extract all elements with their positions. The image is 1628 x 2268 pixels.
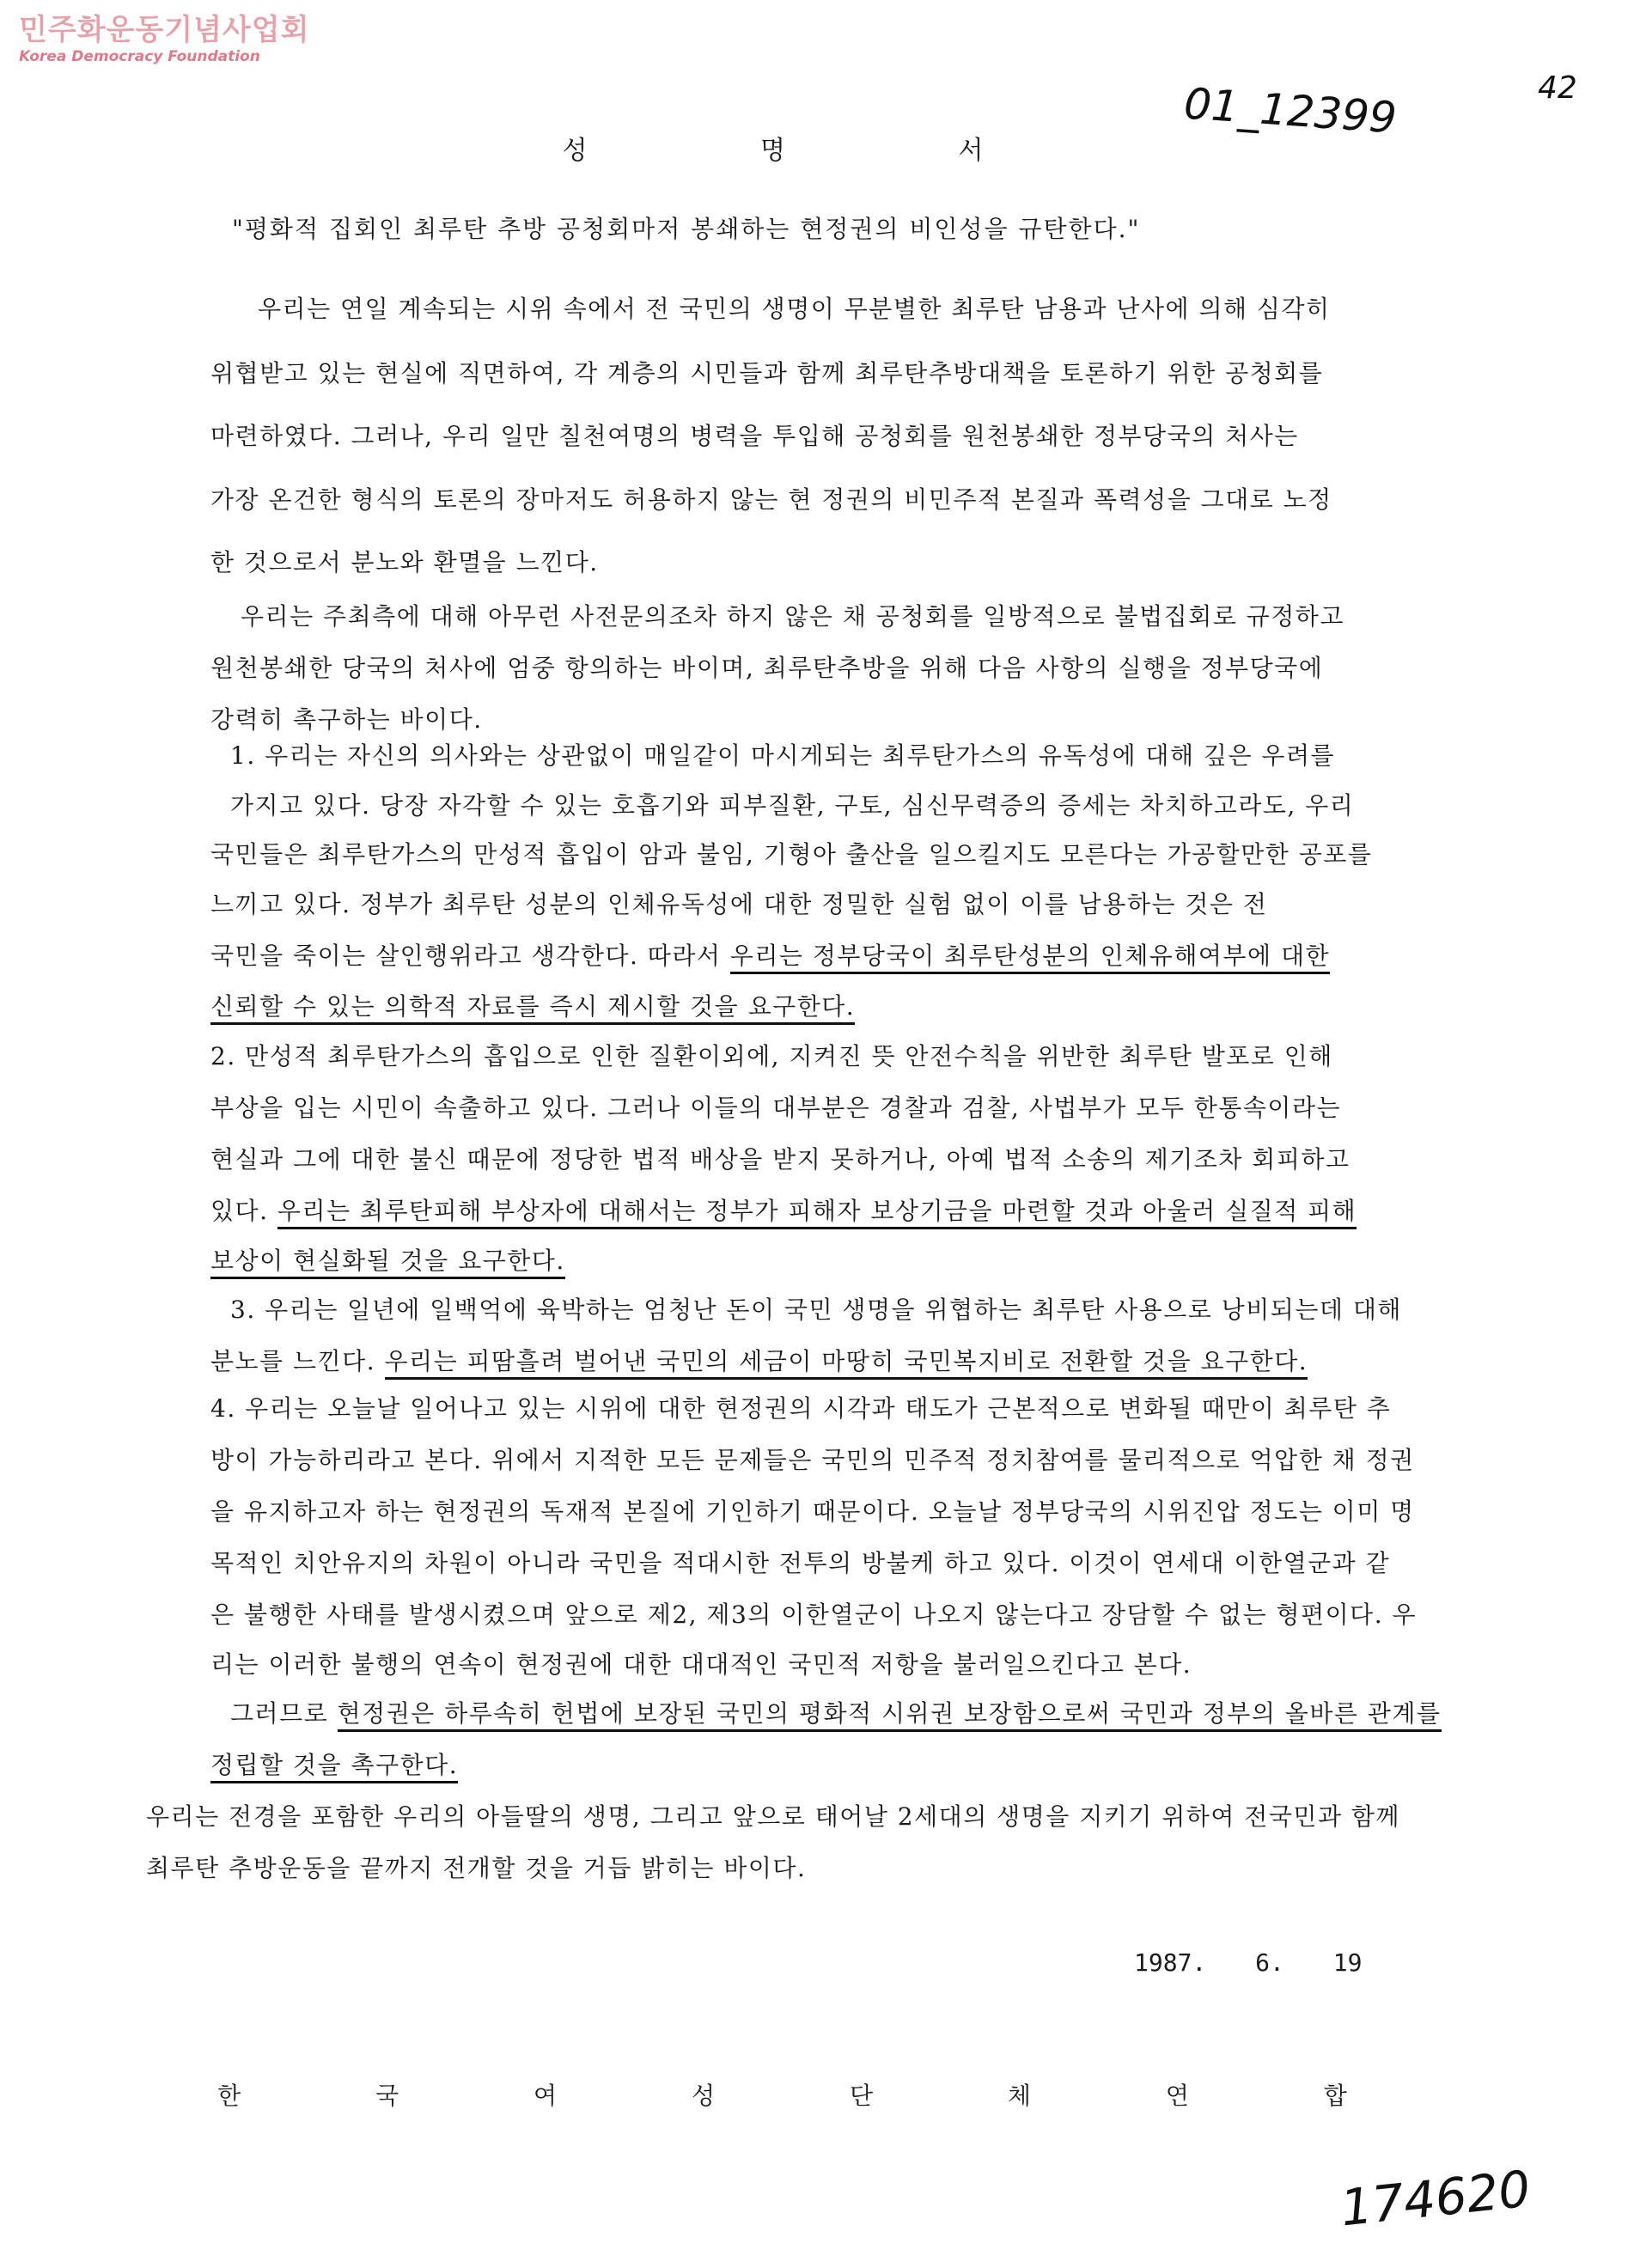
body-line-text: 부상을 입는 시민이 속출하고 있다. 그러나 이들의 대부분은 경찰과 검찰, 사법부가 모두 한통속이라는 (210, 1094, 1342, 1122)
body-line-text: 국민을 죽이는 살인행위라고 생각한다. 따라서 (210, 942, 722, 970)
body-line (210, 357, 1323, 391)
body-line (210, 1443, 1415, 1478)
body-line (210, 1748, 458, 1783)
handwritten-doc-id: 01_12399 (1182, 78, 1399, 143)
body-line (210, 990, 855, 1024)
body-line (210, 1546, 1390, 1581)
body-line-text: 가장 온건한 형식의 토론의 장마저도 허용하지 않는 현 정권의 비민주적 본질과 폭력성을 그대로 노정 (210, 485, 1332, 514)
body-line (210, 1143, 1350, 1177)
body-line-text: 우리는 전경을 포함한 우리의 아들딸의 생명, 그리고 앞으로 태어날 2세대의 생명을 지키기 위하여 전국민과 함께 (146, 1802, 1400, 1831)
body-line (146, 1800, 1400, 1834)
body-line (230, 1697, 1442, 1731)
body-line-text: 느끼고 있다. 정부가 최루탄 성분의 인체유독성에 대한 정밀한 실험 없이 이를 남용하는 것은 전 (210, 890, 1268, 918)
underlined-demand: 우리는 피땀흘려 벌어낸 국민의 세금이 마땅히 국민복지비로 전환할 것을 요구한다. (385, 1347, 1308, 1380)
body-line-text: 국민들은 최루탄가스의 만성적 흡입이 암과 불임, 기형아 출산을 일으킬지도 모른다는 가공할만한 공포를 (210, 840, 1373, 869)
body-line (210, 1495, 1415, 1529)
body-line (210, 1598, 1417, 1632)
body-line-text: 있다. (210, 1197, 269, 1225)
handwritten-page-number: 42 (1538, 70, 1577, 106)
body-line-text: 3. 우리는 일년에 일백억에 육박하는 엄청난 돈이 국민 생명을 위협하는 최루탄 사용으로 낭비되는데 대해 (230, 1296, 1402, 1324)
body-line-text: 마련하였다. 그러나, 우리 일만 칠천여명의 병력을 투입해 공청회를 원천봉쇄한 정부당국의 처사는 (210, 422, 1299, 450)
statement-date: 1987. 6. 19 (1134, 1948, 1363, 1977)
body-line-text: 을 유지하고자 하는 현정권의 독재적 본질에 기인하기 때문이다. 오늘날 정부당국의 시위진압 정도는 이미 명 (210, 1497, 1415, 1526)
body-line-text: 리는 이러한 불행의 연속이 현정권에 대한 대대적인 국민적 저항을 불러일으킨다고 본다. (210, 1650, 1192, 1679)
body-line (210, 1344, 1308, 1379)
body-line-text: 분노를 느낀다. (210, 1347, 376, 1375)
watermark-logo (19, 15, 309, 64)
body-line (210, 703, 483, 737)
issuing-organization: 한 국 여 성 단 체 연 합 (217, 2082, 1411, 2110)
body-line (210, 483, 1332, 517)
body-line (210, 1040, 1333, 1074)
underlined-demand: 현정권은 하루속히 헌법에 보장된 국민의 평화적 시위권 보장함으로써 국민과 정부의 올바른 관계를 (338, 1699, 1442, 1732)
body-line (230, 789, 1354, 823)
body-line-text: 최루탄 추방운동을 끝까지 전개할 것을 거듭 밝히는 바이다. (146, 1854, 807, 1882)
body-line-text: 위협받고 있는 현실에 직면하여, 각 계층의 시민들과 함께 최루탄추방대책을 토론하기 위한 공청회를 (210, 359, 1324, 387)
body-line (210, 1648, 1192, 1682)
body-line (230, 739, 1335, 773)
body-line (210, 1392, 1391, 1426)
body-line-text: 1. 우리는 자신의 의사와는 상관없이 매일같이 마시게되는 최루탄가스의 유독성에 대해 깊은 우려를 (230, 741, 1336, 770)
body-line (210, 887, 1267, 922)
body-line (210, 1244, 565, 1278)
handwritten-stamp-number: 174620 (1338, 2159, 1533, 2238)
body-line (210, 838, 1372, 872)
body-line-text: 한 것으로서 분노와 환멸을 느낀다. (210, 548, 599, 576)
body-line-text: 원천봉쇄한 당국의 처사에 엄중 항의하는 바이며, 최루탄추방을 위해 다음 사항의 실행을 정부당국에 (210, 654, 1324, 682)
underlined-demand: 우리는 정부당국이 최루탄성분의 인체유해여부에 대한 (730, 942, 1330, 974)
underlined-demand: 우리는 최루탄피해 부상자에 대해서는 정부가 피해자 보상기금을 마련할 것과 아울러 실질적 피해 (277, 1197, 1357, 1229)
body-line-text: 강력히 촉구하는 바이다. (210, 705, 483, 734)
body-line-text: 은 불행한 사태를 발생시켰으며 앞으로 제2, 제3의 이한열군이 나오지 않는다고 장담할 수 없는 형편이다. 우 (210, 1600, 1418, 1629)
body-line (210, 1194, 1357, 1228)
body-line-text: 가지고 있다. 당장 자각할 수 있는 호흡기와 피부질환, 구토, 심신무력증의 증세는 차치하고라도, 우리 (230, 791, 1355, 820)
body-line-text: 우리는 연일 계속되는 시위 속에서 전 국민의 생명이 무분별한 최루탄 남용과 난사에 의해 심각히 (258, 295, 1331, 323)
body-line-text: 그러므로 (230, 1699, 329, 1728)
underlined-demand: 정립할 것을 촉구한다. (210, 1751, 458, 1783)
document-subtitle: "평화적 집회인 최루탄 추방 공청회마저 봉쇄하는 현정권의 비인성을 규탄한다." (232, 215, 1141, 243)
body-line-text: 방이 가능하리라고 본다. 위에서 지적한 모든 문제들은 국민의 민주적 정치참여를 물리적으로 억압한 채 정권 (210, 1446, 1415, 1474)
body-line (210, 546, 599, 580)
body-line-text: 2. 만성적 최루탄가스의 흡입으로 인한 질환이외에, 지켜진 뜻 안전수칙을 위반한 최루탄 발포로 인해 (210, 1042, 1333, 1070)
body-line-text: 우리는 주최측에 대해 아무런 사전문의조차 하지 않은 채 공청회를 일방적으로 불법집회로 규정하고 (241, 602, 1344, 631)
underlined-demand: 보상이 현실화될 것을 요구한다. (210, 1247, 565, 1279)
underlined-demand: 신뢰할 수 있는 의학적 자료를 즉시 제시할 것을 요구한다. (210, 992, 855, 1025)
body-line-text: 목적인 치안유지의 차원이 아니라 국민을 적대시한 전투의 방불케 하고 있다. 이것이 연세대 이한열군과 같 (210, 1549, 1391, 1577)
body-line (230, 1293, 1402, 1327)
body-line (210, 939, 1330, 973)
body-line (146, 1851, 806, 1886)
body-line (210, 419, 1299, 454)
body-line (241, 600, 1344, 634)
body-line-text: 현실과 그에 대한 불신 때문에 정당한 법적 배상을 받지 못하거나, 아예 법적 소송의 제기조차 회피하고 (210, 1145, 1351, 1174)
body-line (210, 651, 1323, 686)
watermark-korean: 민주화운동기념사업회 (19, 13, 310, 47)
watermark-english: Korea Democracy Foundation (19, 48, 260, 65)
document-title: 성 명 서 (562, 136, 1066, 166)
body-line (258, 292, 1331, 326)
body-line (210, 1091, 1341, 1125)
body-line-text: 4. 우리는 오늘날 일어나고 있는 시위에 대한 현정권의 시각과 태도가 근본적으로 변화될 때만이 최루탄 추 (210, 1394, 1392, 1423)
